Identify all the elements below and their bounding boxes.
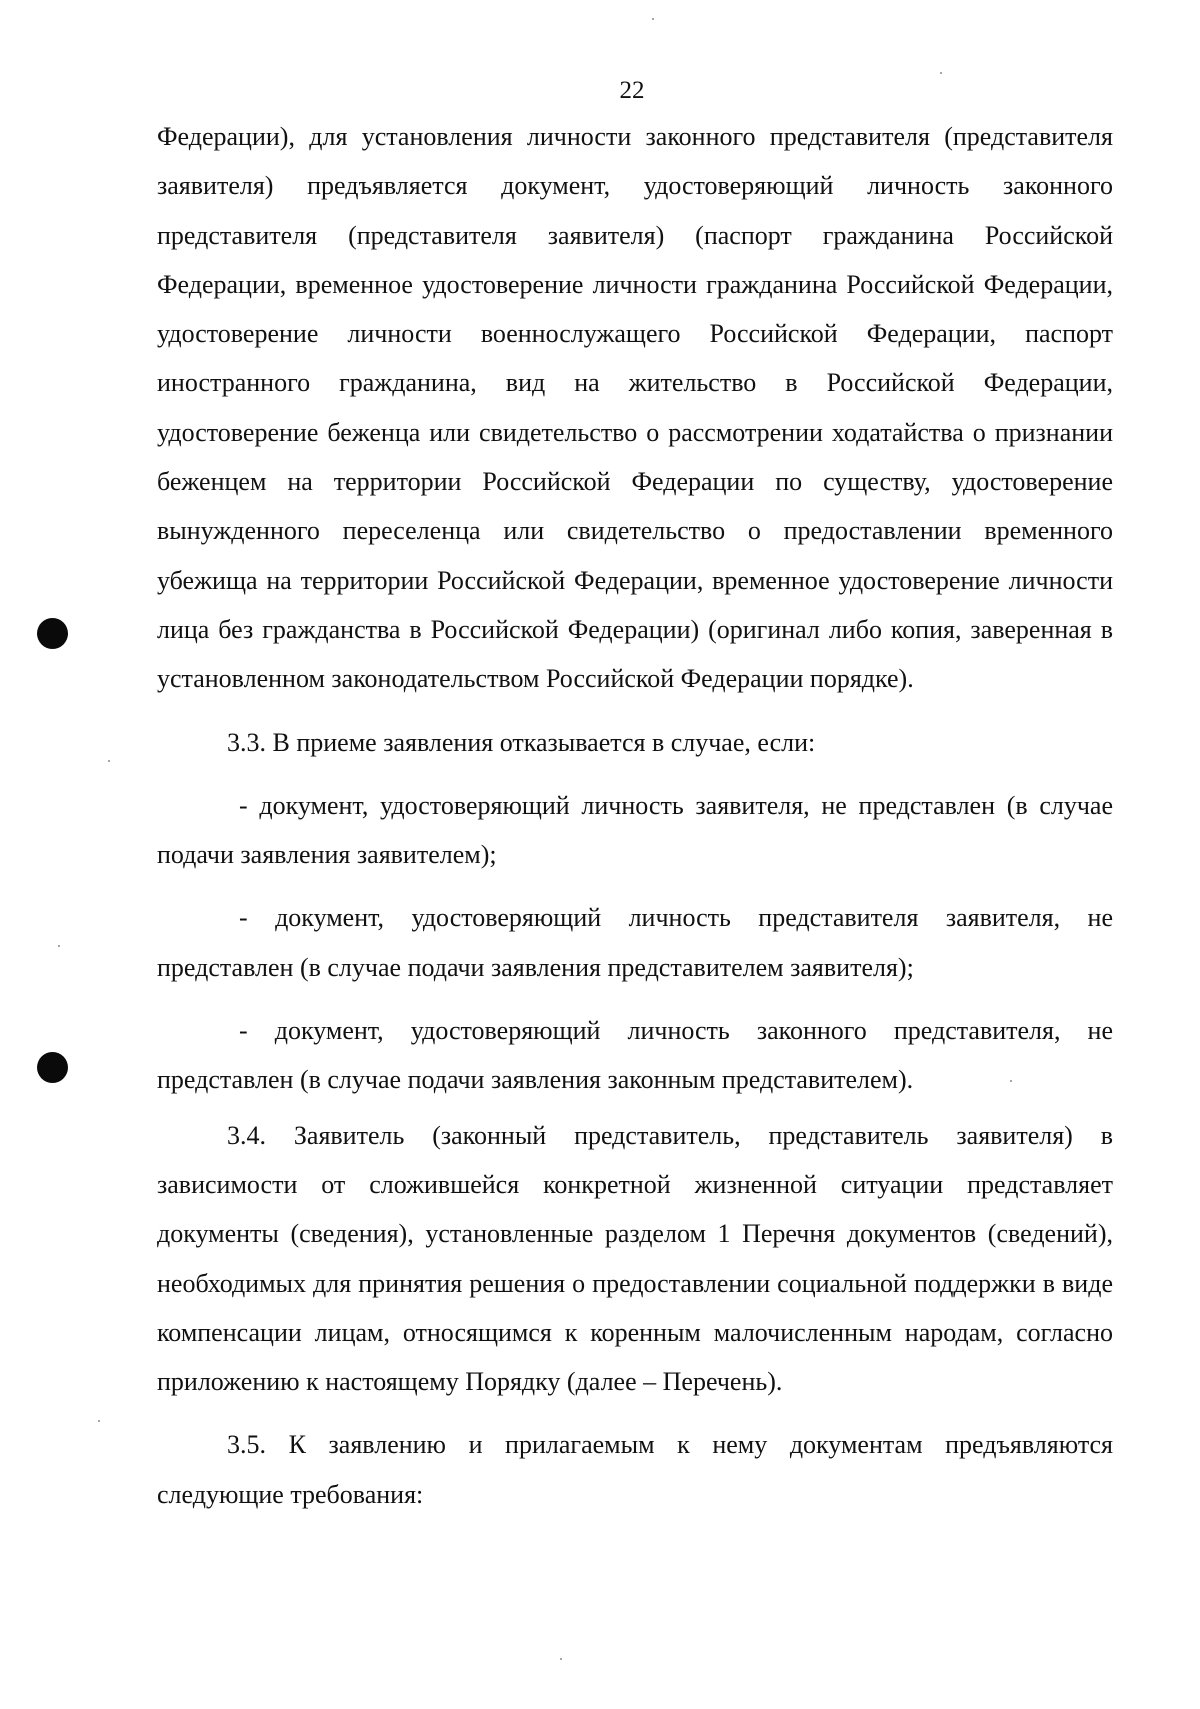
scan-speck (58, 945, 60, 947)
body-paragraph: Федерации), для установления личности законного представителя (представителя заявителя) предъявляется документ, удостоверяющий личность законного представителя (представителя заявителя) (паспорт гражданина Российской Федерации, временное удостоверение личности гражданина Российской Федерации, удостоверение личности военнослужащего Российской Федерации, паспорт иностранного гражданина, вид на жительство в Российской Федерации, удостоверение беженца или свидетельство о рассмотрении ходатайства о признании беженцем на территории Российской Федерации по существу, удостоверение вынужденного переселенца или свидетельство о предоставлении временного убежища на территории Российской Федерации, временное удостоверение личности лица без гражданства в Российской Федерации) (оригинал либо копия, заверенная в установленном законодательством Российской Федерации порядке). (157, 122, 1113, 694)
list-item: - документ, удостоверяющий личность заявителя, не представлен (в случае подачи заявления заявителем); (157, 790, 1113, 870)
scan-speck (652, 18, 654, 20)
list-item: - документ, удостоверяющий личность законного представителя, не представлен (в случае подачи заявления законным представителем). (157, 1016, 1113, 1095)
scan-speck (940, 72, 942, 74)
clause-paragraph: 3.3. В приеме заявления отказывается в случае, если: (227, 727, 816, 757)
scan-speck (560, 1658, 562, 1660)
punch-hole-mark (37, 618, 68, 649)
list-item: - документ, удостоверяющий личность представителя заявителя, не представлен (в случае подачи заявления представителем заявителя); (157, 903, 1113, 982)
scan-speck (98, 1420, 100, 1422)
page-number: 22 (619, 77, 645, 104)
clause-paragraph: 3.5. К заявлению и прилагаемым к нему документам предъявляются следующие требования: (157, 1430, 1113, 1509)
document-body (157, 112, 1113, 1519)
clause-paragraph: 3.4. Заявитель (законный представитель, представитель заявителя) в зависимости от сложившейся конкретной жизненной ситуации представляет документы (сведения), установленные разделом 1 Перечня документов (сведений), необходимых для принятия решения о предоставлении социальной поддержки в виде компенсации лицам, относящимся к коренным малочисленным народам, согласно приложению к настоящему Порядку (далее – Перечень). (157, 1120, 1113, 1397)
scan-speck (108, 760, 110, 762)
punch-hole-mark (37, 1052, 68, 1083)
